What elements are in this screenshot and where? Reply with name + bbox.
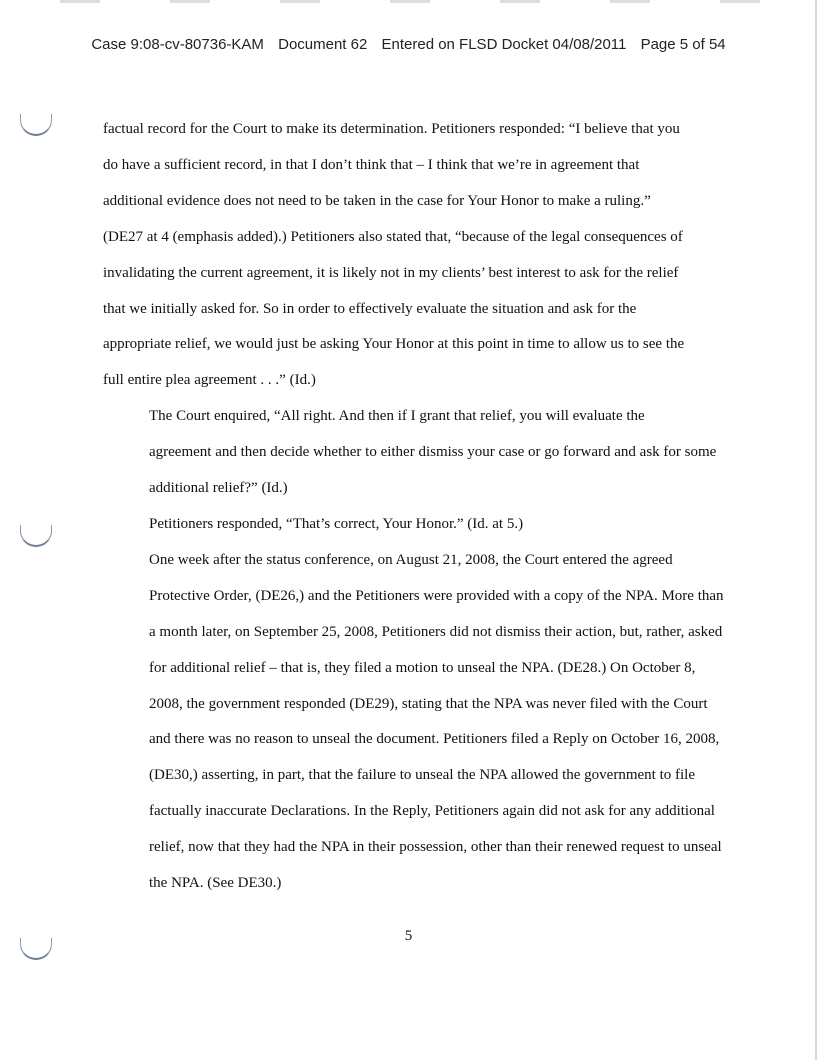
paragraph (103, 112, 709, 399)
text-line: (DE27 at 4 (emphasis added).) Petitioners also stated that, “because of the legal consequences of (103, 228, 683, 245)
header-page-count: Page 5 of 54 (640, 36, 726, 53)
docket-header (0, 36, 817, 53)
text-line: the NPA. (See DE30.) (149, 875, 282, 892)
paragraph (103, 399, 717, 507)
document-body (103, 112, 724, 902)
text-line: that we initially asked for. So in order to effectively evaluate the situation and ask for the (103, 300, 637, 317)
text-line: invalidating the current agreement, it is likely not in my clients’ best interest to ask for the relief (103, 264, 679, 281)
binder-hole-mark-top (20, 114, 52, 136)
binder-hole-mark-middle (20, 525, 52, 547)
header-document-number: Document 62 (278, 36, 368, 53)
text-line: and there was no reason to unseal the document. Petitioners filed a Reply on October 16, 2008, (149, 731, 720, 748)
text-line: additional relief?” (Id.) (149, 480, 288, 497)
text-line: 2008, the government responded (DE29), stating that the NPA was never filed with the Court (149, 695, 708, 712)
text-line: a month later, on September 25, 2008, Petitioners did not dismiss their action, but, rather, asked (149, 623, 723, 640)
page-number: 5 (404, 928, 413, 944)
text-line: do have a sufficient record, in that I don’t think that – I think that we’re in agreement that (103, 156, 640, 173)
paragraph (103, 507, 709, 543)
text-line: One week after the status conference, on August 21, 2008, the Court entered the agreed (149, 551, 673, 568)
text-line: factually inaccurate Declarations. In the Reply, Petitioners again did not ask for any additional (149, 803, 715, 820)
text-line: Petitioners responded, “That’s correct, Your Honor.” (Id. at 5.) (149, 515, 524, 532)
text-line: relief, now that they had the NPA in their possession, other than their renewed request to unseal (149, 839, 722, 856)
text-line: additional evidence does not need to be taken in the case for Your Honor to make a ruling.” (103, 192, 651, 209)
scan-artifact-top (60, 0, 760, 3)
text-line: The Court enquired, “All right. And then if I grant that relief, you will evaluate the (149, 408, 645, 425)
text-line: for additional relief – that is, they filed a motion to unseal the NPA. (DE28.) On October 8, (149, 659, 696, 676)
header-case-number: Case 9:08-cv-80736-KAM (91, 36, 264, 53)
header-entered-docket: Entered on FLSD Docket 04/08/2011 (381, 36, 627, 53)
text-line: Protective Order, (DE26,) and the Petitioners were provided with a copy of the NPA. More than (149, 587, 724, 604)
text-line: agreement and then decide whether to either dismiss your case or go forward and ask for some (149, 444, 717, 461)
text-line: appropriate relief, we would just be asking Your Honor at this point in time to allow us to see the (103, 336, 685, 353)
text-line: factual record for the Court to make its determination. Petitioners responded: “I believe that you (103, 121, 680, 137)
text-line: full entire plea agreement . . .” (Id.) (103, 372, 316, 389)
paragraph (103, 543, 724, 902)
text-line: (DE30,) asserting, in part, that the failure to unseal the NPA allowed the government to file (149, 767, 695, 784)
